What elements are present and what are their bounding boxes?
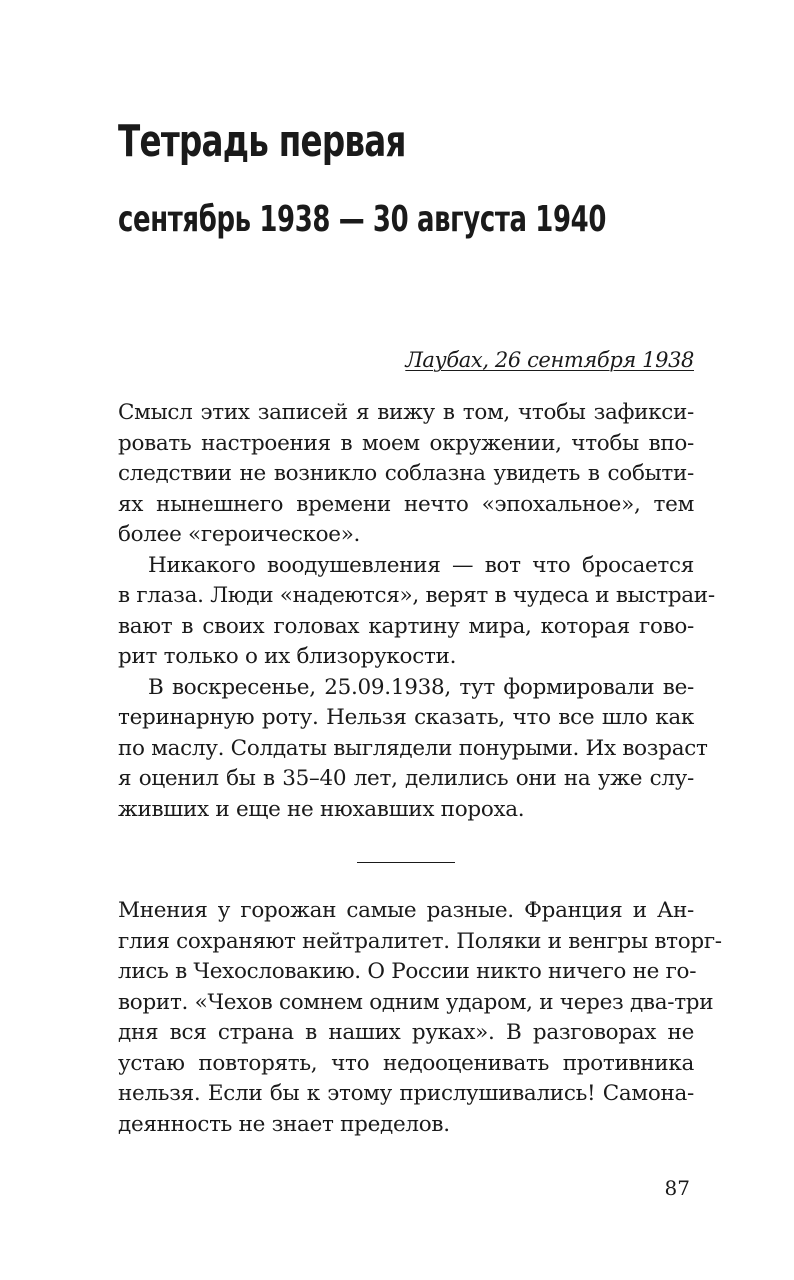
text-line: рит только о их близорукости. bbox=[118, 644, 457, 669]
text-line: нельзя. Если бы к этому прислушивались! Самона- bbox=[118, 1081, 694, 1106]
text-line: дня вся страна в наших руках». В разговорах не bbox=[118, 1020, 694, 1045]
text-line: В воскресенье, 25.09.1938, тут формировали ве- bbox=[148, 674, 694, 700]
text-line: Мнения у горожан самые разные. Франция и Ан- bbox=[118, 898, 694, 923]
text-line: в глаза. Люди «надеются», верят в чудеса и выстраи- bbox=[118, 583, 715, 608]
text-line: деянность не знает пределов. bbox=[118, 1111, 450, 1137]
section-separator bbox=[357, 862, 455, 863]
text-line: вают в своих головах картину мира, которая гово- bbox=[118, 613, 694, 639]
text-block-1 bbox=[118, 398, 715, 825]
text-line: ях нынешнего времени нечто «эпохальное», тем bbox=[118, 491, 694, 517]
book-page bbox=[118, 0, 722, 1280]
chapter-title: Тетрадь первая bbox=[118, 116, 406, 167]
text-line: теринарную роту. Нельзя сказать, что все шло как bbox=[118, 705, 694, 730]
text-line: следствии не возникло соблазна увидеть в событи- bbox=[118, 461, 694, 486]
text-line: я оценил бы в 35–40 лет, делились они на уже слу- bbox=[118, 766, 694, 791]
text-line: живших и еще не нюхавших пороха. bbox=[118, 796, 525, 822]
text-line: глия сохраняют нейтралитет. Поляки и венгры вторг- bbox=[118, 928, 722, 954]
text-line: ворит. «Чехов сомнем одним ударом, и через два-три bbox=[118, 989, 714, 1015]
chapter-subtitle: сентябрь 1938 — 30 августа 1940 bbox=[118, 199, 607, 240]
text-line: лись в Чехословакию. О России никто ничего не го- bbox=[118, 959, 697, 984]
text-line: Смысл этих записей я вижу в том, чтобы зафикси- bbox=[118, 400, 694, 425]
text-line: по маслу. Солдаты выглядели понурыми. Их возраст bbox=[118, 735, 708, 761]
text-line: устаю повторять, что недооценивать противника bbox=[118, 1050, 694, 1076]
text-line: ровать настроения в моем окружении, чтобы впо- bbox=[118, 430, 694, 456]
text-block-2 bbox=[118, 896, 722, 1140]
entry-heading: Лаубах, 26 сентября 1938 bbox=[405, 348, 694, 372]
text-line: Никакого воодушевления — вот что бросается bbox=[148, 552, 694, 578]
page-number: 87 bbox=[664, 1176, 690, 1200]
text-line: более «героическое». bbox=[118, 522, 361, 547]
